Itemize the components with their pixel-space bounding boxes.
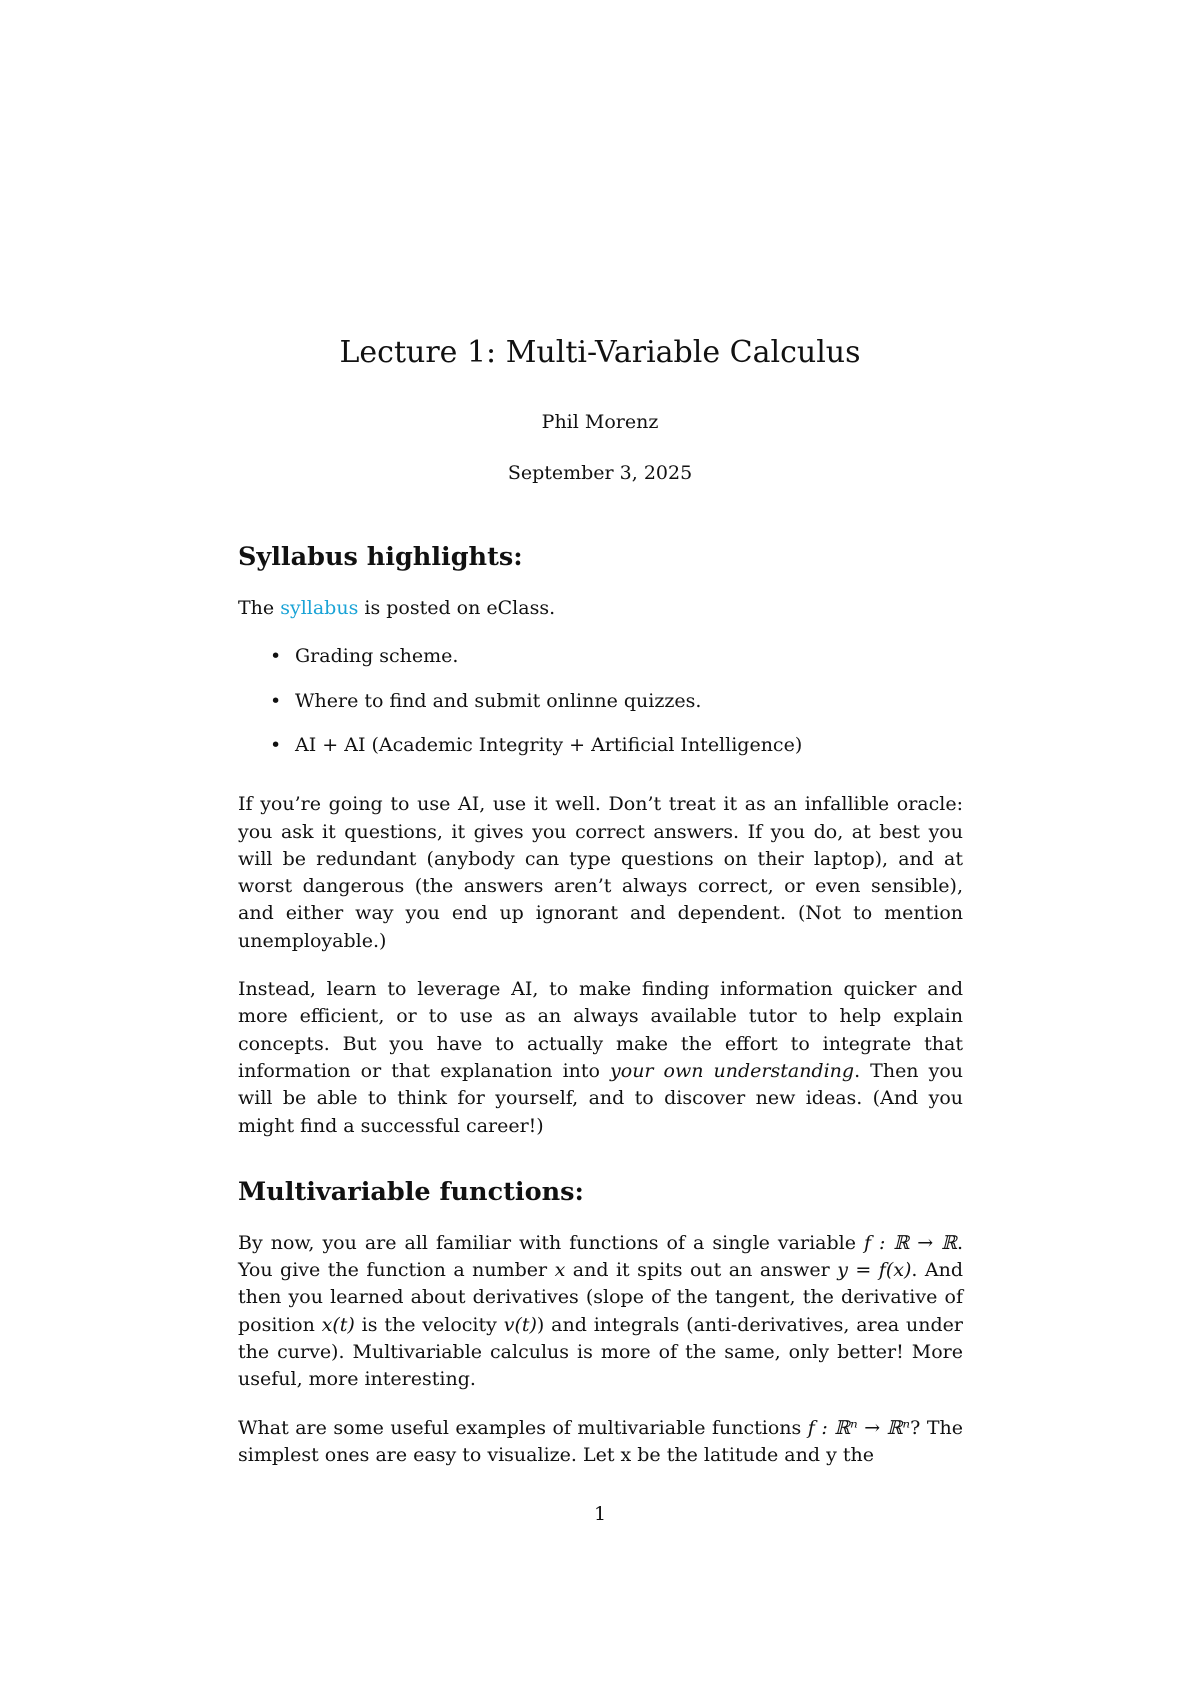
list-item-text: Where to find and submit onlinne quizzes. — [295, 689, 702, 712]
paragraph-ai-usage: If you’re going to use AI, use it well. Don’t treat it as an infallible oracle: you ask it questions, it gives you correct answers. If you do, at best you will be redundant (anybody can type questions on their laptop), and at worst dangerous (the answers aren’t always correct, or even sensible), and either way you end up ignorant and dependent. (Not to mention unemployable.) — [238, 793, 963, 952]
document-title: Lecture 1: Multi-Variable Calculus — [339, 335, 861, 370]
paragraph-text: . And then you learned about derivatives (slope of the tangent, the derivative of position — [238, 1259, 964, 1336]
section-heading: Syllabus highlights: — [238, 542, 523, 572]
bullet-icon: • — [270, 689, 282, 712]
section-syllabus — [238, 540, 963, 1140]
bullet-list — [238, 643, 963, 759]
page-number: 1 — [593, 1503, 607, 1525]
emphasis-text: your own understanding — [610, 1059, 855, 1082]
paragraph-text: Instead, learn to leverage AI, to make finding information quicker and more efficient, or to use as an always available tutor to help explain concepts. But you have to actually make the effort to integrate that information or that explanation into — [238, 978, 963, 1082]
syllabus-intro — [238, 595, 963, 622]
author-name: Phil Morenz — [541, 411, 659, 433]
list-item-text: AI + AI (Academic Integrity + Artificial Intelligence) — [295, 734, 803, 757]
math-expression: v(t) — [503, 1313, 537, 1336]
paragraph-single-variable — [238, 1230, 963, 1394]
math-expression: f : ℝⁿ → ℝⁿ — [807, 1416, 911, 1439]
list-item-text: Grading scheme. — [295, 645, 459, 668]
document-body — [238, 540, 963, 1490]
intro-text: The — [238, 597, 281, 619]
list-item — [238, 643, 963, 670]
math-expression: x — [554, 1259, 566, 1282]
paragraph-examples — [238, 1415, 963, 1470]
section-heading: Multivariable functions: — [238, 1176, 584, 1207]
intro-text: is posted on eClass. — [358, 597, 556, 619]
paragraph-text: . You give the function a number — [238, 1231, 963, 1282]
math-expression: y = f(x) — [837, 1259, 912, 1282]
paragraph-leverage-ai — [238, 976, 963, 1140]
paragraph-text: What are some useful examples of multivariable functions — [238, 1416, 808, 1439]
document-date: September 3, 2025 — [507, 462, 693, 484]
paragraph-text: . Then you will be able to think for yourself, and to discover new ideas. (And you might find a successful career!) — [238, 1059, 963, 1137]
list-item — [238, 732, 963, 759]
paragraph-text: is the velocity — [354, 1313, 504, 1336]
syllabus-link[interactable]: syllabus — [280, 597, 359, 619]
section-multivariable — [238, 1175, 963, 1469]
paragraph-text: By now, you are all familiar with functions of a single variable — [238, 1231, 864, 1254]
bullet-icon: • — [270, 734, 282, 757]
paragraph-text: and it spits out an answer — [565, 1259, 838, 1282]
math-expression: f : ℝ → ℝ — [863, 1231, 957, 1254]
paragraph-text: ) and integrals (anti-derivatives, area under the curve). Multivariable calculus is more of the same, only better! More useful, more interesting. — [238, 1313, 963, 1391]
bullet-icon: • — [270, 645, 282, 668]
list-item — [238, 688, 963, 715]
paragraph-text: ? The simplest ones are easy to visualize. Let x be the latitude and y the — [238, 1416, 963, 1466]
math-expression: x(t) — [321, 1313, 355, 1336]
